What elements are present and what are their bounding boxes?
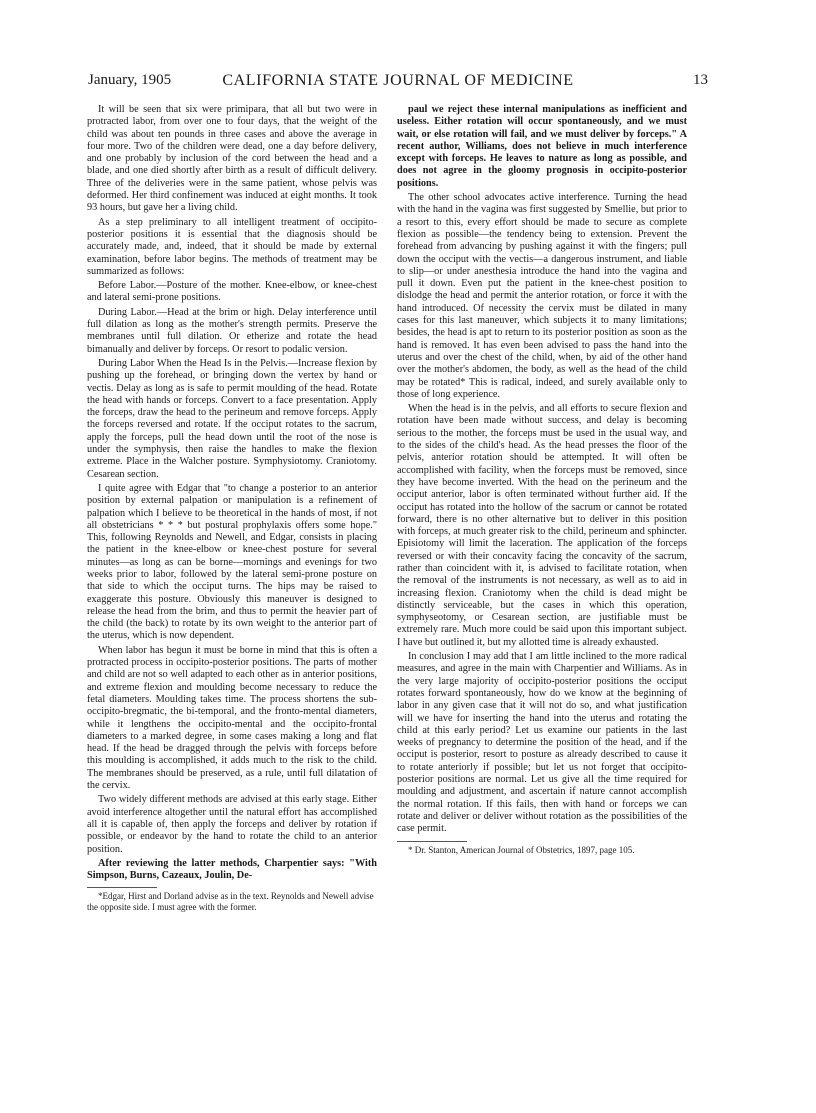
body-paragraph: Two widely different methods are advised at this early stage. Either avoid interference altogether until the natural effort has accomplished all it is capable of, then apply the forceps and deliver by rotation if possible, or endeavor by the hand to rotate the child to an anterior position. [87,794,377,855]
issue-date: January, 1905 [88,72,172,88]
footnote-rule [87,887,157,888]
footnote-rule [397,841,467,842]
body-paragraph: It will be seen that six were primipara, that all but two were in protracted labor, from over one to four days, that the weight of the child was about ten pounds in three cases and above the average in four more. Two of the children were dead, one a day before delivery, and one probably by inclusion of the cord between the head and a blade, and one died shortly after birth as a result of difficult delivery. Three of the deliveries were in the same patient, whose pelvis was deformed. Her third confinement was induced at eight months. It took 93 hours, but gave her a living child. [87,104,377,214]
footnote: * Dr. Stanton, American Journal of Obstetrics, 1897, page 105. [408,844,635,855]
body-paragraph: When the head is in the pelvis, and all efforts to secure flexion and rotation have been made without success, and delay is becoming serious to the mother, the forceps must be used in the usual way, and to the sides of the child's head. As the head presses the floor of the pelvis, anterior rotation should be attempted. It will often be accomplished with facility, when the forceps must be removed, since they have become inverted. With the head on the perineum and the occiput anterior, labor is often terminated without further aid. If the occiput has rotated into the hollow of the sacrum or cannot be rotated forward, there is no other alternative but to deliver in this position with forceps, at much greater risk to the child, perineum and sphincter. Episiotomy will limit the laceration. The application of the forceps reversed or with their concavity facing the concavity of the sacrum, rather than coincident with it, is advised to facilitate rotation, when the removal of the instruments is not necessary, as well as to aid in increasing flexion. Craniotomy when the child is dead might be distinctly serviceable, but the cases in which this operation, symphyseotomy, or Cesarean section, are justifiable must be extremely rare. Much more could be said upon this important subject. I have but outlined it, but my allotted time is already exhausted. [397,403,687,648]
journal-title: CALIFORNIA STATE JOURNAL OF MEDICINE [222,72,574,89]
body-paragraph: When labor has begun it must be borne in mind that this is often a protracted process in occipito-posterior positions. The parts of mother and child are not so well adapted to each other as in anterior positions, and extreme flexion and moulding become necessary to reduce the fetal diameters. Moulding takes time. The process shortens the sub-occipito-bregmatic, the bi-temporal, and the fronto-mental diameters, while it lengthens the occipito-mental and the occipito-frontal diameters to a marked degree, in some cases making a long and flat head. If the head be dragged through the pelvis with forceps before this moulding is accomplished, it adds much to the risk to the child. The membranes should be preserved, as a rule, until full dilatation of the cervix. [87,644,377,792]
footnote: *Edgar, Hirst and Dorland advise as in the text. Reynolds and Newell advise the opposite side. I must agree with the former. [87,891,374,912]
right-column [397,104,687,857]
body-paragraph-bold: After reviewing the latter methods, Charpentier says: "With Simpson, Burns, Cazeaux, Joulin, De- [87,857,377,882]
body-paragraph: In conclusion I may add that I am little inclined to the more radical measures, and agree in the main with Charpentier and Williams. As in the very large majority of occipito-posterior positions the occiput rotates forward spontaneously, how do we know at the beginning of labor in any given case that it will not do so, and what justification will we have for inserting the hand into the uterus and rotating the child at this early period? Let us examine our patients in the last weeks of pregnancy to determine the position of the head, and if the occiput is posterior, resort to posture as already described to cause it to rotate anteriorly if possible; but let us not forget that occipito-posterior positions are normal. Let us give all the time required for moulding and adjustment, and ascertain if nature cannot accomplish the normal rotation. If this fails, then with hand or forceps we can rotate and deliver or deliver without rotation as the possibilities of the case permit. [397,651,687,835]
left-column [87,104,377,914]
body-paragraph: During Labor.—Head at the brim or high. Delay interference until full dilation as long as the mother's strength permits. Preserve the membranes until full dilation. Or etherize and rotate the head bimanually and deliver by forceps. Or resort to podalic version. [87,306,377,355]
body-paragraph: The other school advocates active interference. Turning the head with the hand in the vagina was first suggested by Smellie, but prior to a resort to this, every effort should be made to secure as complete flexion as possible—the tendency being to extension. Prevent the forehead from advancing by pushing against it with the fingers; pull down the occiput with the vectis—a dangerous instrument, and liable to slip—or under anesthesia introduce the hand into the vagina and pull it down. Even put the patient in the knee-chest position to dislodge the head and permit the anterior rotation, or force it with the hand introduced. Of necessity the cervix must be dilated in many cases for this last maneuver, which subjects it to many limitations; besides, the head is apt to return to its posterior position as soon as the hand is removed. It has even been advised to pass the hand into the uterus and over the chest of the child, when, by aid of the other hand over the mother's abdomen, the body, as well as the head of the child may be rotated* This is radical, indeed, and surely available only to those of long experience. [397,192,687,400]
body-paragraph: Before Labor.—Posture of the mother. Knee-elbow, or knee-chest and lateral semi-prone positions. [87,280,377,304]
body-paragraph: I quite agree with Edgar that "to change a posterior to an anterior position by external palpation or manipulation is a refinement of palpation which I believe to be theoretical in the hands of most, if not all obstetricians * * * but postural prophylaxis offers some hope." This, following Reynolds and Newell, and Edgar, consists in placing the patient in the knee-elbow or knee-chest posture for several minutes—as long as can be borne—mornings and evenings for two weeks prior to labor, followed by the lateral semi-prone posture on that side to which the occiput turns. The hips may be raised to exaggerate this posture. Obviously this maneuver is designed to release the head from the brim, and thus to permit the heavier part of the child (the back) to rotate by its own weight to the anterior part of the uterus, which is now dependent. [87,482,377,642]
body-paragraph: During Labor When the Head Is in the Pelvis.—Increase flexion by pushing up the forehead, or bringing down the vertex by hand or vectis. Delay as long as is safe to permit moulding of the head. Rotate the head with hands or forceps. Convert to a face presentation. Apply the forceps, draw the head to the perineum and remove forceps. Apply the forceps reversed and rotate. If the occiput rotates to the sacrum, apply the forceps, pull the head down until the root of the nose is under the symphysis, then raise the handles to make the flexion extreme. Place in the Walcher posture. Symphysiotomy. Craniotomy. Cesarean section. [87,357,377,480]
running-header [88,72,708,94]
body-paragraph-bold: paul we reject these internal manipulations as inefficient and useless. Either rotation will occur spontaneously, and we must wait, or else rotation will fail, and we must deliver by forceps." A recent author, Williams, does not believe in much interference except with forceps. He leaves to nature as long as possible, and does not agree in the gloomy prognosis in occipito-posterior positions. [397,104,687,189]
body-paragraph: As a step preliminary to all intelligent treatment of occipito-posterior positions it is essential that the diagnosis should be accurately made, and, indeed, that it should be made by external examination, before labor begins. The methods of treatment may be summarized as follows: [87,216,377,277]
page-number: 13 [693,72,708,88]
